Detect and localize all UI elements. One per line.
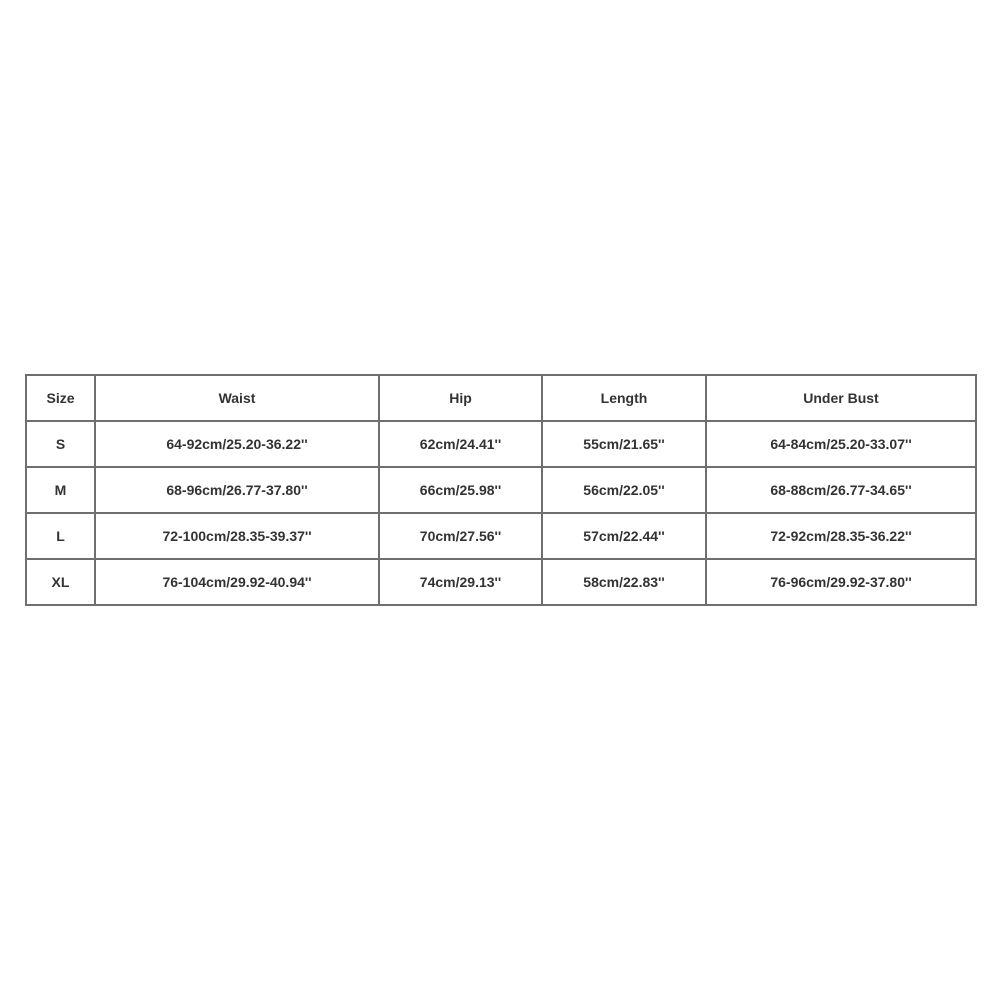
cell-waist: 72-100cm/28.35-39.37'' [95,513,379,559]
cell-length: 55cm/21.65'' [542,421,706,467]
table-row [26,513,976,559]
cell-hip: 70cm/27.56'' [379,513,542,559]
cell-under-bust: 64-84cm/25.20-33.07'' [706,421,976,467]
header-under-bust: Under Bust [706,375,976,421]
header-length: Length [542,375,706,421]
table-header-row [26,375,976,421]
cell-size: S [26,421,95,467]
cell-length: 56cm/22.05'' [542,467,706,513]
table-row [26,559,976,605]
cell-hip: 62cm/24.41'' [379,421,542,467]
header-hip: Hip [379,375,542,421]
cell-under-bust: 76-96cm/29.92-37.80'' [706,559,976,605]
cell-length: 57cm/22.44'' [542,513,706,559]
cell-hip: 74cm/29.13'' [379,559,542,605]
cell-size: M [26,467,95,513]
cell-hip: 66cm/25.98'' [379,467,542,513]
size-chart-table [25,374,977,606]
cell-waist: 76-104cm/29.92-40.94'' [95,559,379,605]
cell-size: XL [26,559,95,605]
cell-length: 58cm/22.83'' [542,559,706,605]
table-row [26,467,976,513]
cell-under-bust: 68-88cm/26.77-34.65'' [706,467,976,513]
cell-size: L [26,513,95,559]
cell-waist: 68-96cm/26.77-37.80'' [95,467,379,513]
cell-under-bust: 72-92cm/28.35-36.22'' [706,513,976,559]
header-waist: Waist [95,375,379,421]
cell-waist: 64-92cm/25.20-36.22'' [95,421,379,467]
header-size: Size [26,375,95,421]
table-row [26,421,976,467]
